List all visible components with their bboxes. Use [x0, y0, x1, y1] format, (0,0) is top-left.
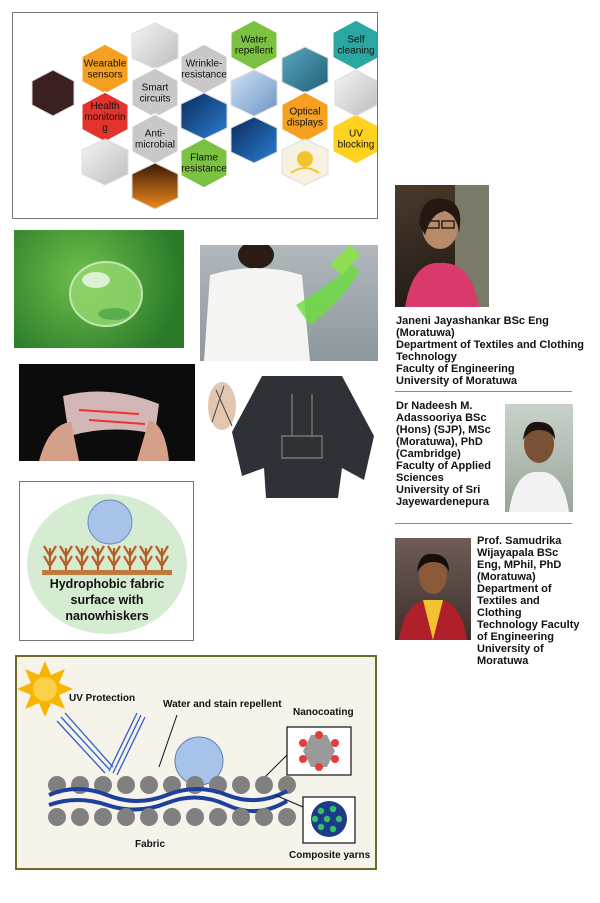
bio-line: Textiles and — [477, 595, 540, 607]
hex-label-water: repellent — [234, 45, 274, 57]
nanoparticle — [315, 763, 323, 771]
fiber — [48, 808, 66, 826]
hex-label-uv: blocking — [337, 139, 375, 151]
bio-line: Adassooriya BSc — [396, 412, 487, 424]
bio-line: of Engineering — [477, 631, 554, 643]
bio-line: Janeni Jayashankar BSc Eng — [396, 315, 549, 327]
fiber — [140, 776, 158, 794]
portrait-nadeesh — [505, 404, 573, 512]
hex-label-water: Water — [240, 34, 268, 46]
bio-line: University of Moratuwa — [396, 375, 518, 387]
hex-label-health: Health — [90, 101, 120, 112]
hex-image-fabric-blue — [231, 70, 277, 116]
hex-image-shirt-white — [335, 70, 377, 116]
hex-label-wrinkle: Wrinkle- — [185, 58, 223, 70]
fiber — [232, 776, 250, 794]
yarn-particle — [324, 816, 330, 822]
bio-line: Faculty of Applied — [396, 460, 491, 472]
hex-label-optical: displays — [286, 117, 324, 129]
hex-image-fire — [132, 163, 178, 209]
droplet-graphic — [14, 230, 184, 348]
bio-janeni — [396, 315, 592, 387]
fiber — [255, 808, 273, 826]
divider — [395, 391, 572, 392]
fabric-label: Fabric — [135, 839, 166, 850]
yarn-particle — [318, 808, 324, 814]
hex-label-flame: Flame — [190, 152, 218, 164]
portrait-samudrika — [395, 538, 471, 640]
person-silhouette — [505, 404, 573, 512]
hex-image-robot-arm — [32, 70, 74, 116]
hydrophobic-title-line1: Hydrophobic fabric — [49, 577, 165, 591]
bio-line: Eng, MPhil, PhD — [477, 559, 562, 571]
person-silhouette — [395, 538, 471, 640]
hex-label-flame: resistance — [181, 163, 227, 175]
person-silhouette — [395, 185, 489, 307]
fiber — [71, 808, 89, 826]
bio-line: (Cambridge) — [396, 448, 461, 460]
yarn-particle — [330, 806, 336, 812]
hex-image-glove — [132, 23, 178, 69]
bio-line: University of Sri — [396, 484, 481, 496]
honeycomb-panel — [12, 12, 378, 219]
nanocoating-label: Nanocoating — [293, 707, 354, 718]
bio-nadeesh — [396, 400, 506, 508]
hydrophobic-graphic — [20, 482, 193, 640]
suit-graphic — [202, 376, 380, 498]
nanoparticle — [299, 739, 307, 747]
bio-line: Sciences — [396, 472, 444, 484]
bio-line: (Hons) (SJP), MSc — [396, 424, 491, 436]
photo-water-repellent-shirt — [200, 245, 378, 361]
fiber — [94, 808, 112, 826]
uv-protection-label: UV Protection — [69, 693, 136, 704]
fiber — [140, 808, 158, 826]
hex-image-waterdrop — [282, 47, 328, 93]
fabric-base — [42, 570, 172, 575]
photo-stretchable-circuit — [19, 364, 195, 461]
nanoparticle — [315, 731, 323, 739]
bio-line: (Moratuwa), PhD — [396, 436, 483, 448]
fiber — [209, 808, 227, 826]
bio-line: University of — [477, 643, 544, 655]
fiber — [278, 808, 296, 826]
nanoparticle — [299, 755, 307, 763]
yarn-particle — [318, 824, 324, 830]
hex-label-anti: microbial — [134, 139, 176, 151]
fiber — [117, 776, 135, 794]
yarn-particle — [336, 816, 342, 822]
photo-water-droplet — [14, 230, 184, 348]
hex-label-wrinkle: resistance — [181, 69, 227, 81]
hex-label-smart: Smart — [141, 82, 169, 94]
photo-smart-suit — [202, 376, 380, 498]
honeycomb-graphic — [13, 13, 377, 218]
bio-line: Moratuwa — [477, 655, 529, 667]
fiber — [232, 808, 250, 826]
nanotech-diagram — [17, 657, 375, 868]
hydrophobic-panel — [19, 481, 194, 641]
fiber — [163, 808, 181, 826]
water-stain-label: Water and stain repellent — [163, 699, 282, 710]
fiber — [186, 808, 204, 826]
fiber — [255, 776, 273, 794]
bio-line: (Moratuwa) — [396, 327, 455, 339]
shirt-graphic — [200, 245, 378, 361]
yarn-particle — [330, 826, 336, 832]
nanoparticle — [331, 739, 339, 747]
hex-label-health: monitorin — [84, 112, 126, 123]
hex-label-smart: circuits — [139, 93, 171, 105]
bio-line: Faculty of Engineering — [396, 363, 515, 375]
circuit-graphic — [19, 364, 195, 461]
hex-label-wearable: Wearable — [83, 58, 127, 70]
hex-label-wearable: sensors — [87, 69, 123, 81]
hex-label-uv: UV — [349, 128, 363, 140]
bio-line: Technology — [396, 351, 457, 363]
bio-line: Jayewardenepura — [396, 496, 489, 508]
hex-image-pills — [82, 139, 128, 185]
hex-image-led — [181, 93, 227, 139]
hex-label-health: g — [102, 123, 108, 134]
hex-label-self: Self — [347, 34, 365, 46]
bio-line: Clothing — [477, 607, 522, 619]
bio-line: Technology Faculty — [477, 619, 580, 631]
hex-label-anti: Anti- — [144, 128, 166, 140]
bio-line: Department of Textiles and Clothing — [396, 339, 585, 351]
nanotech-diagram-panel — [15, 655, 377, 870]
hydrophobic-title-line2: surface with — [70, 593, 144, 607]
bio-line: Prof. Samudrika — [477, 535, 562, 547]
bio-line: (Moratuwa) — [477, 571, 536, 583]
composite-yarns-label: Composite yarns — [289, 850, 371, 861]
hex-label-optical: Optical — [289, 106, 321, 118]
yarn-particle — [312, 816, 318, 822]
bio-line: Department of — [477, 583, 552, 595]
divider — [395, 523, 572, 524]
bio-samudrika — [477, 535, 597, 667]
nanoparticle — [331, 755, 339, 763]
portrait-janeni — [395, 185, 489, 307]
hydrophobic-title-line3: nanowhiskers — [65, 609, 149, 623]
hex-label-self: cleaning — [337, 45, 375, 57]
hex-image-fiber-optic — [231, 117, 277, 163]
bio-line: Wijayapala BSc — [477, 547, 559, 559]
bio-line: Dr Nadeesh M. — [396, 400, 473, 412]
fiber — [117, 808, 135, 826]
